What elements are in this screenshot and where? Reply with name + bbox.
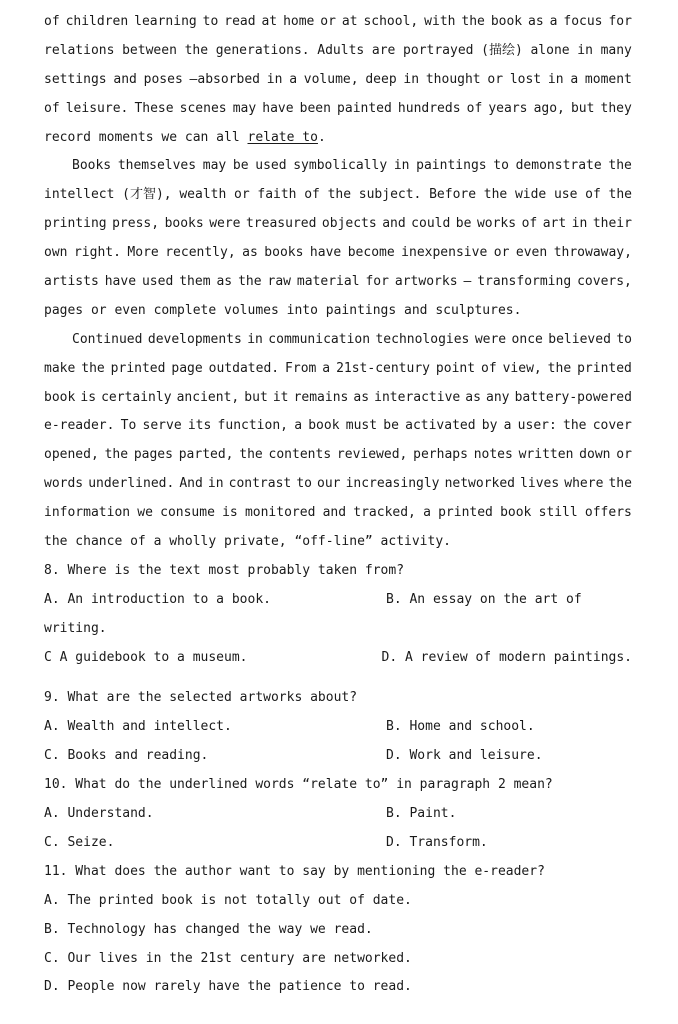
word: the [547,360,572,376]
word: contrast [228,476,292,492]
word: read [224,14,256,29]
word: as [465,389,481,405]
word: in [547,71,564,87]
word: —absorbed [189,71,260,87]
word: lost [509,71,542,87]
word: outdated. [208,360,280,376]
word: activated [405,418,476,434]
word: notes [473,447,513,463]
word: own [44,245,68,261]
word: the [327,187,352,203]
text-line [44,499,632,528]
word: objects [321,216,377,232]
question-stem: 9. What are the selected artworks about? [44,690,358,706]
word: wide [514,187,547,203]
text-line [44,441,632,470]
option-c[interactable]: C A guidebook to a museum. [44,649,248,665]
word: be [232,158,249,174]
word: be [455,216,472,232]
text-line [44,66,632,95]
word: the [104,447,129,463]
word: More [127,245,159,261]
word: contents [268,447,332,463]
word: use [553,187,578,203]
word: were [209,216,241,232]
word: even [515,245,548,261]
word: the [81,360,105,376]
text-line [44,268,632,297]
word: printed [577,360,632,376]
word: remains [293,389,349,405]
word: relations [44,42,115,58]
text-line [44,37,632,66]
word: book [490,14,523,29]
text-line [44,470,632,499]
option-d[interactable]: D. Transform. [386,834,488,850]
text-line [44,95,632,124]
word: ago, [533,100,565,116]
text-line [44,412,632,441]
word: transforming [477,274,572,290]
word: the [238,274,262,290]
word: networked [444,476,516,492]
option-row [44,800,632,829]
text-line [44,181,632,210]
option-a[interactable]: A. The printed book is not totally out of date. [44,892,412,908]
word: a [294,418,303,434]
word: to [202,14,219,29]
word: To [120,418,137,434]
question-9 [44,684,632,771]
word: function, [217,418,288,434]
word: symbolically [293,158,388,174]
word: printed [438,505,493,521]
word: the [608,476,632,492]
word: many [600,42,632,58]
word: in [571,216,588,232]
word: of [466,100,483,116]
option-a[interactable]: A. Understand. [44,806,154,822]
word: in [393,158,410,174]
word: by [481,418,498,434]
word: technologies [375,331,470,347]
paragraph-1 [44,8,632,152]
question-stem: 11. What does the author want to say by mentioning the e-reader? [44,863,545,879]
word: and [382,216,406,232]
word: works [476,216,517,232]
word: a [503,418,512,434]
paragraph-3 [44,326,632,557]
word: tracked, [353,505,416,521]
question-8 [44,557,632,673]
word: information [44,505,131,521]
word: book [500,505,532,521]
word: user: [517,418,557,434]
word: a [289,71,298,87]
word: opened, [44,447,99,463]
word: be [383,418,399,434]
text-line [44,355,632,384]
word: years [488,100,528,116]
word: And [179,476,203,492]
word: we [137,505,153,521]
word: been [299,100,331,116]
word: is [222,505,238,521]
word: book [44,389,76,405]
word: and [113,71,137,87]
word: point [435,360,476,376]
word: 21st-century [336,360,430,376]
word: to [493,158,509,174]
word: moment [584,71,632,87]
word: (描绘) [481,42,523,58]
word: may [202,158,227,174]
word: communication [268,331,371,347]
text-line [44,8,632,37]
word: artworks [394,274,458,290]
word: or [493,245,510,261]
word: printed [110,360,166,376]
word: but [570,100,595,116]
word: is [80,389,97,405]
option-a[interactable]: A. Wealth and intellect. [44,719,232,735]
text-segment: record moments we can all [44,129,248,145]
word: Books [72,158,112,174]
word: at [261,14,278,29]
word: of [521,216,538,232]
word: have [309,245,342,261]
word: words [44,476,84,492]
word: focus [563,14,603,29]
word: of [44,100,60,116]
option-b[interactable]: B. Technology has changed the way we read. [44,921,373,937]
word: used [141,274,174,290]
word: or [487,71,504,87]
word: between [122,42,177,58]
word: pages [133,447,173,463]
word: of [44,14,60,29]
option-row [44,713,632,742]
word: From [285,360,317,376]
option-c[interactable]: C. Our lives in the 21st century are networked. [44,950,412,966]
option-row [44,829,632,858]
word: page [171,360,203,376]
word: offers [584,505,632,521]
text-line [44,210,632,239]
word: press, [112,216,160,232]
option-row [44,644,632,673]
word: consume [160,505,215,521]
word: are [371,42,396,58]
word: in [577,42,593,58]
word: monitored [244,505,316,521]
text-line: pages or even complete volumes into paintings and sculptures. [44,302,522,318]
word: inexpensive [401,245,488,261]
word: treasured [245,216,317,232]
option-c[interactable]: C. Books and reading. [44,748,209,764]
word: raw [267,274,291,290]
word: its [187,418,212,434]
word: These [134,100,174,116]
word: cover [592,418,632,434]
word: as [528,14,544,29]
word: of [481,360,497,376]
word: learning [134,14,197,29]
word: scenes [179,100,227,116]
word: once [511,331,543,347]
word: recently, [165,245,236,261]
word: or [234,187,250,203]
word: believed [548,331,611,347]
text-line [44,124,632,153]
word: their [592,216,632,232]
word: artists [44,274,99,290]
word: covers, [577,274,632,290]
word: or [616,447,632,463]
word: material [296,274,360,290]
word: portrayed [403,42,474,58]
option-row [44,742,632,771]
word: for [608,14,632,29]
spacer [44,672,632,684]
word: children [65,14,129,29]
word: or [320,14,336,29]
word: demonstrate [515,158,602,174]
word: right. [73,245,121,261]
word: for [365,274,389,290]
word: a [322,360,331,376]
word: the [563,418,587,434]
option-b[interactable]: B. An essay on the art of [386,591,582,607]
word: printing [44,216,107,232]
word: the [483,187,508,203]
word: view, [502,360,542,376]
option-d[interactable]: D. Work and leisure. [386,748,543,764]
word: the [608,187,632,203]
word: deep [365,71,397,87]
word: books [264,245,304,261]
word: they [600,100,632,116]
word: thought [425,71,481,87]
word: used [255,158,287,174]
word: books [164,216,204,232]
word: poses [143,71,183,87]
word: battery-powered [514,389,632,405]
option-b-continuation: writing. [44,620,107,636]
text-line [44,326,632,355]
word: underlined. [88,476,175,492]
word: book [308,418,340,434]
word: (才智), [122,187,172,203]
word: where [564,476,604,492]
word: and [322,505,347,521]
word: as [353,389,370,405]
word: Continued [72,331,143,347]
word: a [570,71,579,87]
word: have [104,274,137,290]
word: a [549,14,558,29]
word: to [296,476,312,492]
word: the [239,447,263,463]
word: the [461,14,485,29]
option-row [44,586,632,615]
word: volume, [303,71,359,87]
word: lives [520,476,560,492]
word: to [616,331,632,347]
word: intellect [44,187,115,203]
word: make [44,360,76,376]
word: throwaway, [553,245,632,261]
text-line [44,239,632,268]
text-segment: . [317,129,326,145]
word: painted [337,100,392,116]
word: at [341,14,358,29]
word: settings [44,71,107,87]
word: were [474,331,507,347]
underlined-phrase: relate to [247,129,318,145]
word: Before [429,187,477,203]
word: subject. [358,187,422,203]
word: alone [530,42,570,58]
word: developments [147,331,242,347]
word: down [579,447,611,463]
word: it [272,389,289,405]
word: in [207,476,224,492]
word: home [283,14,315,29]
word: as [242,245,258,261]
word: paintings [416,158,487,174]
word: have [262,100,294,116]
word: a [423,505,431,521]
word: certainly [101,389,172,405]
word: must [345,418,378,434]
word: generations. [215,42,310,58]
word: may [232,100,257,116]
word: as [216,274,233,290]
text-line [44,152,632,181]
option-b[interactable]: B. Home and school. [386,719,535,735]
word: hundreds [397,100,461,116]
word: with [424,14,456,29]
option-d[interactable]: D. People now rarely have the patience to read. [44,979,412,995]
text-line: the chance of a wholly private, “off-line” activity. [44,534,451,550]
word: in [266,71,283,87]
word: wealth [179,187,227,203]
word: them [179,274,211,290]
text-line [44,384,632,413]
word: Adults [317,42,365,58]
option-b[interactable]: B. Paint. [386,806,457,822]
word: become [347,245,395,261]
word: increasingly [345,476,440,492]
option-c[interactable]: C. Seize. [44,834,115,850]
word: the [608,158,632,174]
option-a[interactable]: A. An introduction to a book. [44,591,271,607]
word: interactive [374,389,461,405]
paragraph-2 [44,152,632,325]
word: still [538,505,578,521]
word: our [317,476,341,492]
word: of [304,187,320,203]
option-d[interactable]: D. A review of modern paintings. [381,649,632,665]
question-11 [44,858,632,1002]
word: school, [363,14,419,29]
question-stem: 10. What do the underlined words “relate to” in paragraph 2 mean? [44,777,553,793]
word: of [585,187,601,203]
question-stem: 8. Where is the text most probably taken from? [44,562,405,578]
word: serve [142,418,182,434]
word: themselves [117,158,197,174]
word: e-reader. [44,418,115,434]
word: in [247,331,263,347]
word: written [518,447,574,463]
word: in [403,71,420,87]
question-10 [44,771,632,858]
word: parted, [178,447,234,463]
word: faith [257,187,297,203]
word: perhaps [413,447,468,463]
word: art [542,216,567,232]
word: but [244,389,268,405]
word: ancient, [176,389,240,405]
word: — [463,274,472,290]
word: the [184,42,209,58]
word: any [486,389,510,405]
exam-page [44,8,632,1002]
word: could [411,216,451,232]
word: leisure. [65,100,129,116]
word: reviewed, [336,447,408,463]
